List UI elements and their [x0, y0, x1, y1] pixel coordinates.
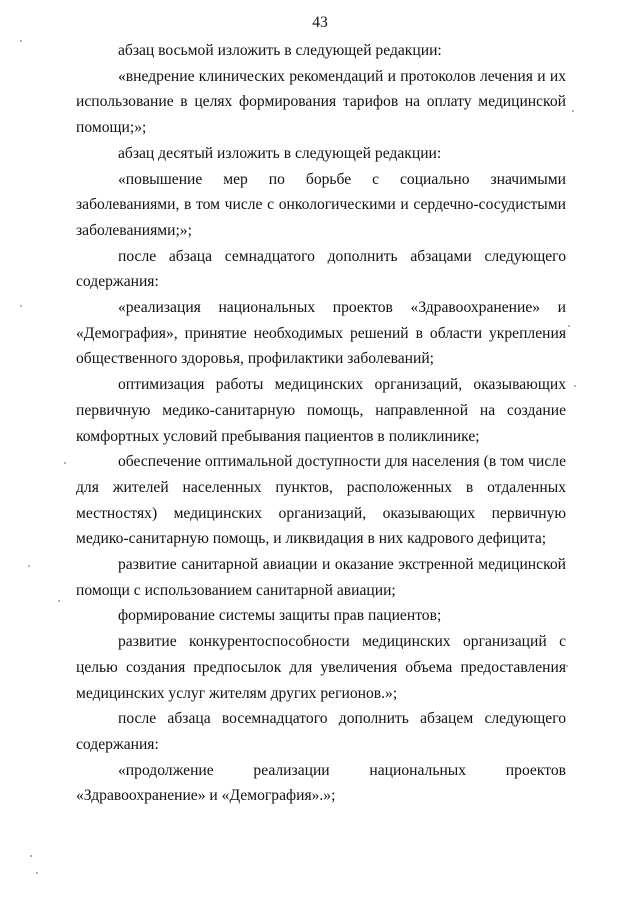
page-number: 43: [312, 14, 328, 31]
scan-speck: [574, 385, 576, 387]
scan-speck: [36, 872, 38, 874]
scan-speck: [20, 40, 22, 42]
paragraph-11: развитие конкурентоспособности медицинских организаций с целью создания предпосылок для увеличения объема предоставления медицинских услуг жителям других регионов.»;: [76, 633, 566, 702]
paragraph-12: после абзаца восемнадцатого дополнить абзацем следующего содержания:: [76, 710, 566, 753]
scan-speck: [30, 855, 32, 857]
paragraph-7: оптимизация работы медицинских организаций, оказывающих первичную медико-санитарную помощь, направленной на создание комфортных условий пребывания пациентов в поликлинике;: [76, 376, 566, 445]
scan-speck: [566, 665, 568, 667]
paragraph-8: обеспечение оптимальной доступности для населения (в том числе для жителей населенных пунктов, расположенных в отдаленных местностях) медицинских организаций, оказывающих первичную медико-санитарную помощь, и ликвидация в них кадрового дефицита;: [76, 453, 566, 548]
paragraph-4: «повышение мер по борьбе с социально значимыми заболеваниями, в том числе с онкологическими и сердечно-сосудистыми заболеваниями;»;: [76, 170, 566, 239]
scan-speck: [572, 110, 574, 112]
paragraph-6: «реализация национальных проектов «Здравоохранение» и «Демография», принятие необходимых решений в области укрепления общественного здоровья, профилактики заболеваний;: [76, 299, 566, 368]
scan-speck: [568, 325, 570, 327]
paragraph-3: абзац десятый изложить в следующей редакции:: [118, 144, 442, 162]
scan-speck: [64, 462, 66, 464]
scan-speck: [20, 305, 22, 307]
scan-speck: [28, 565, 30, 567]
paragraph-13: «продолжение реализации национальных проектов «Здравоохранение» и «Демография».»;: [76, 761, 566, 805]
paragraph-9: развитие санитарной авиации и оказание экстренной медицинской помощи с использованием санитарной авиации;: [76, 556, 566, 599]
scan-speck: [58, 600, 60, 602]
document-body: [76, 38, 566, 809]
paragraph-5: после абзаца семнадцатого дополнить абзацами следующего содержания:: [76, 247, 566, 291]
paragraph-2: «внедрение клинических рекомендаций и протоколов лечения и их использование в целях формирования тарифов на оплату медицинской помощи;»;: [76, 67, 566, 137]
paragraph-1: абзац восьмой изложить в следующей редакции:: [118, 42, 442, 59]
paragraph-10: формирование системы защиты прав пациентов;: [118, 607, 442, 625]
